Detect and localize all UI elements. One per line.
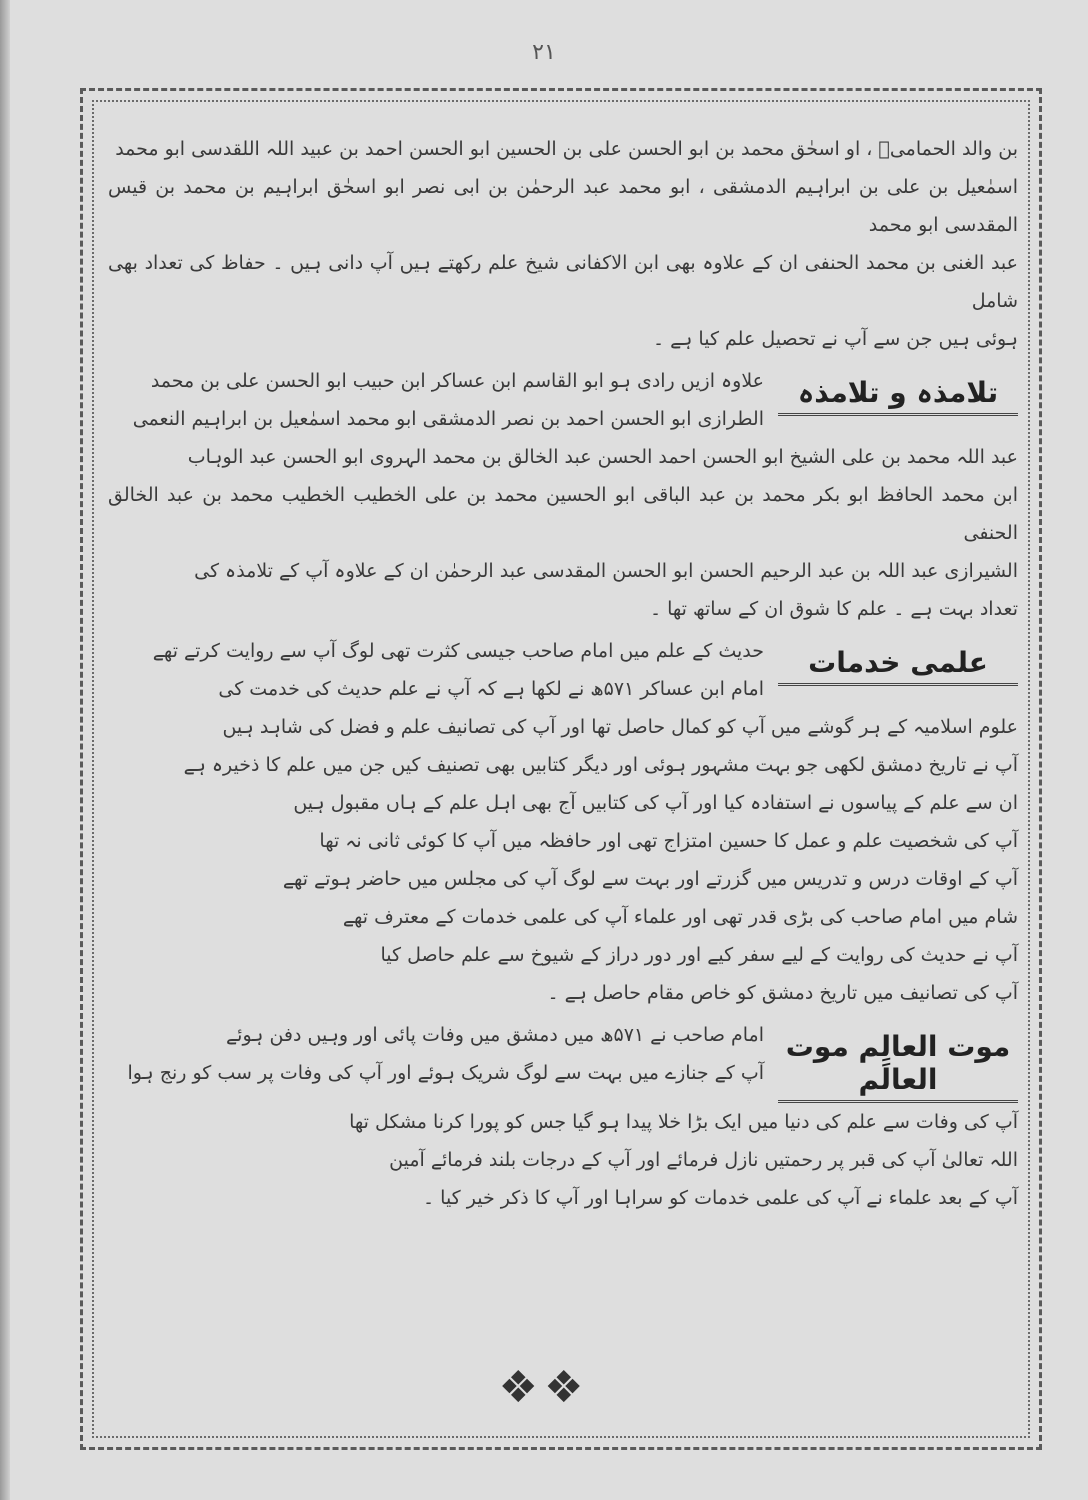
section-heading: تلامذہ و تلامذہ [778, 362, 1018, 416]
book-spine-shadow [0, 0, 10, 1500]
section-header-row [108, 362, 1018, 438]
section-header-row [108, 632, 1018, 708]
text-line: اللہ تعالیٰ آپ کی قبر پر رحمتیں نازل فرمائے اور آپ کے درجات بلند فرمائے آمین [389, 1149, 1018, 1171]
section-ilmi-khidmat [108, 632, 1018, 1012]
section-tilamiza [108, 362, 1018, 628]
section-maut-ul-alim [108, 1016, 1018, 1217]
intro-paragraph [108, 130, 1018, 358]
text-line: آپ نے تاریخ دمشق لکھی جو بہت مشہور ہوئی اور دیگر کتابیں بھی تصنیف کیں جن میں علم کا ذخیرہ ہے [183, 754, 1018, 776]
page-number: ۲۱ [532, 40, 556, 65]
text-line: علوم اسلامیہ کے ہر گوشے میں آپ کو کمال حاصل تھا اور آپ کی تصانیف علم و فضل کی شاہد ہیں [222, 716, 1018, 738]
text-line: تعداد بہت ہے ۔ علم کا شوق ان کے ساتھ تھا ۔ [649, 598, 1018, 620]
text-line: آپ کے اوقات درس و تدریس میں گزرتے اور بہت سے لوگ آپ کی مجلس میں حاضر ہوتے تھے [282, 868, 1018, 890]
diamond-ornament-icon: ❖❖ [498, 1362, 590, 1413]
page-content [108, 130, 1018, 1217]
text-line: ہوئی ہیں جن سے آپ نے تحصیل علم کیا ہے ۔ [652, 328, 1018, 350]
text-line: عبد اللہ محمد بن علی الشیخ ابو الحسن احمد الحسن عبد الخالق بن محمد الہروی ابو الحسن عبد الوہاب [187, 446, 1018, 468]
text-line: بن والد الحمامیؒ ، او اسحٰق محمد بن ابو الحسن علی بن الحسین ابو الحسن احمد بن عبید اللہ اللقدسی ابو محمد [115, 138, 1018, 160]
text-line: حدیث کے علم میں امام صاحب جیسی کثرت تھی لوگ آپ سے روایت کرتے تھے [152, 640, 764, 662]
text-line: علاوہ ازیں رادی ہو ابو القاسم ابن عساکر ابن حبیب ابو الحسن علی بن محمد [150, 370, 764, 392]
text-line: آپ کے جنازے میں بہت سے لوگ شریک ہوئے اور آپ کی وفات پر سب کو رنج ہوا [127, 1062, 764, 1084]
text-line: آپ کے بعد علماء نے آپ کی علمی خدمات کو سراہا اور آپ کا ذکر خیر کیا ۔ [422, 1187, 1018, 1209]
text-line: ان سے علم کے پیاسوں نے استفادہ کیا اور آپ کی کتابیں آج بھی اہل علم کے ہاں مقبول ہیں [293, 792, 1018, 814]
section-heading: علمی خدمات [778, 632, 1018, 686]
section-heading: موت العالِم موت العالَم [778, 1016, 1018, 1103]
text-line: آپ کی شخصیت علم و عمل کا حسین امتزاج تھی اور حافظہ میں آپ کا کوئی ثانی نہ تھا [319, 830, 1018, 852]
text-line: الطرازی ابو الحسن احمد بن نصر الدمشقی ابو محمد اسمٰعیل بن ابراہیم النعمی [132, 408, 764, 430]
section-side-text [108, 1016, 764, 1092]
text-line: ابن محمد الحافظ ابو بکر محمد بن عبد الباقی ابو الحسین محمد بن علی الخطیب الخطیب محمد بن عبد الخالق الحنفی [108, 484, 1018, 544]
text-line: آپ کی تصانیف میں تاریخ دمشق کو خاص مقام حاصل ہے ۔ [547, 982, 1018, 1004]
section-side-text [108, 362, 764, 438]
section-side-text [108, 632, 764, 708]
text-line: امام ابن عساکر ۵۷۱ھ نے لکھا ہے کہ آپ نے علم حدیث کی خدمت کی [218, 678, 764, 700]
text-line: امام صاحب نے ۵۷۱ھ میں دمشق میں وفات پائی اور وہیں دفن ہوئے [226, 1024, 764, 1046]
text-line: الشیرازی عبد اللہ بن عبد الرحیم الحسن ابو الحسن المقدسی عبد الرحمٰن ان کے علاوہ آپ کے تلامذہ کی [194, 560, 1018, 582]
text-line: آپ کی وفات سے علم کی دنیا میں ایک بڑا خلا پیدا ہو گیا جس کو پورا کرنا مشکل تھا [349, 1111, 1018, 1133]
text-line: آپ نے حدیث کی روایت کے لیے سفر کیے اور دور دراز کے شیوخ سے علم حاصل کیا [380, 944, 1018, 966]
section-header-row [108, 1016, 1018, 1103]
text-line: شام میں امام صاحب کی بڑی قدر تھی اور علماء آپ کی علمی خدمات کے معترف تھے [342, 906, 1018, 928]
text-line: عبد الغنی بن محمد الحنفی ان کے علاوہ بھی ابن الاکفانی شیخ علم رکھتے ہیں آپ دانی ہیں ۔ حفاظ کی تعداد بھی شامل [108, 252, 1018, 312]
text-line: اسمٰعیل بن علی بن ابراہیم الدمشقی ، ابو محمد عبد الرحمٰن بن ابی نصر ابو اسحٰق ابراہیم بن محمد بن قیس المقدسی ابو محمد [108, 176, 1018, 236]
